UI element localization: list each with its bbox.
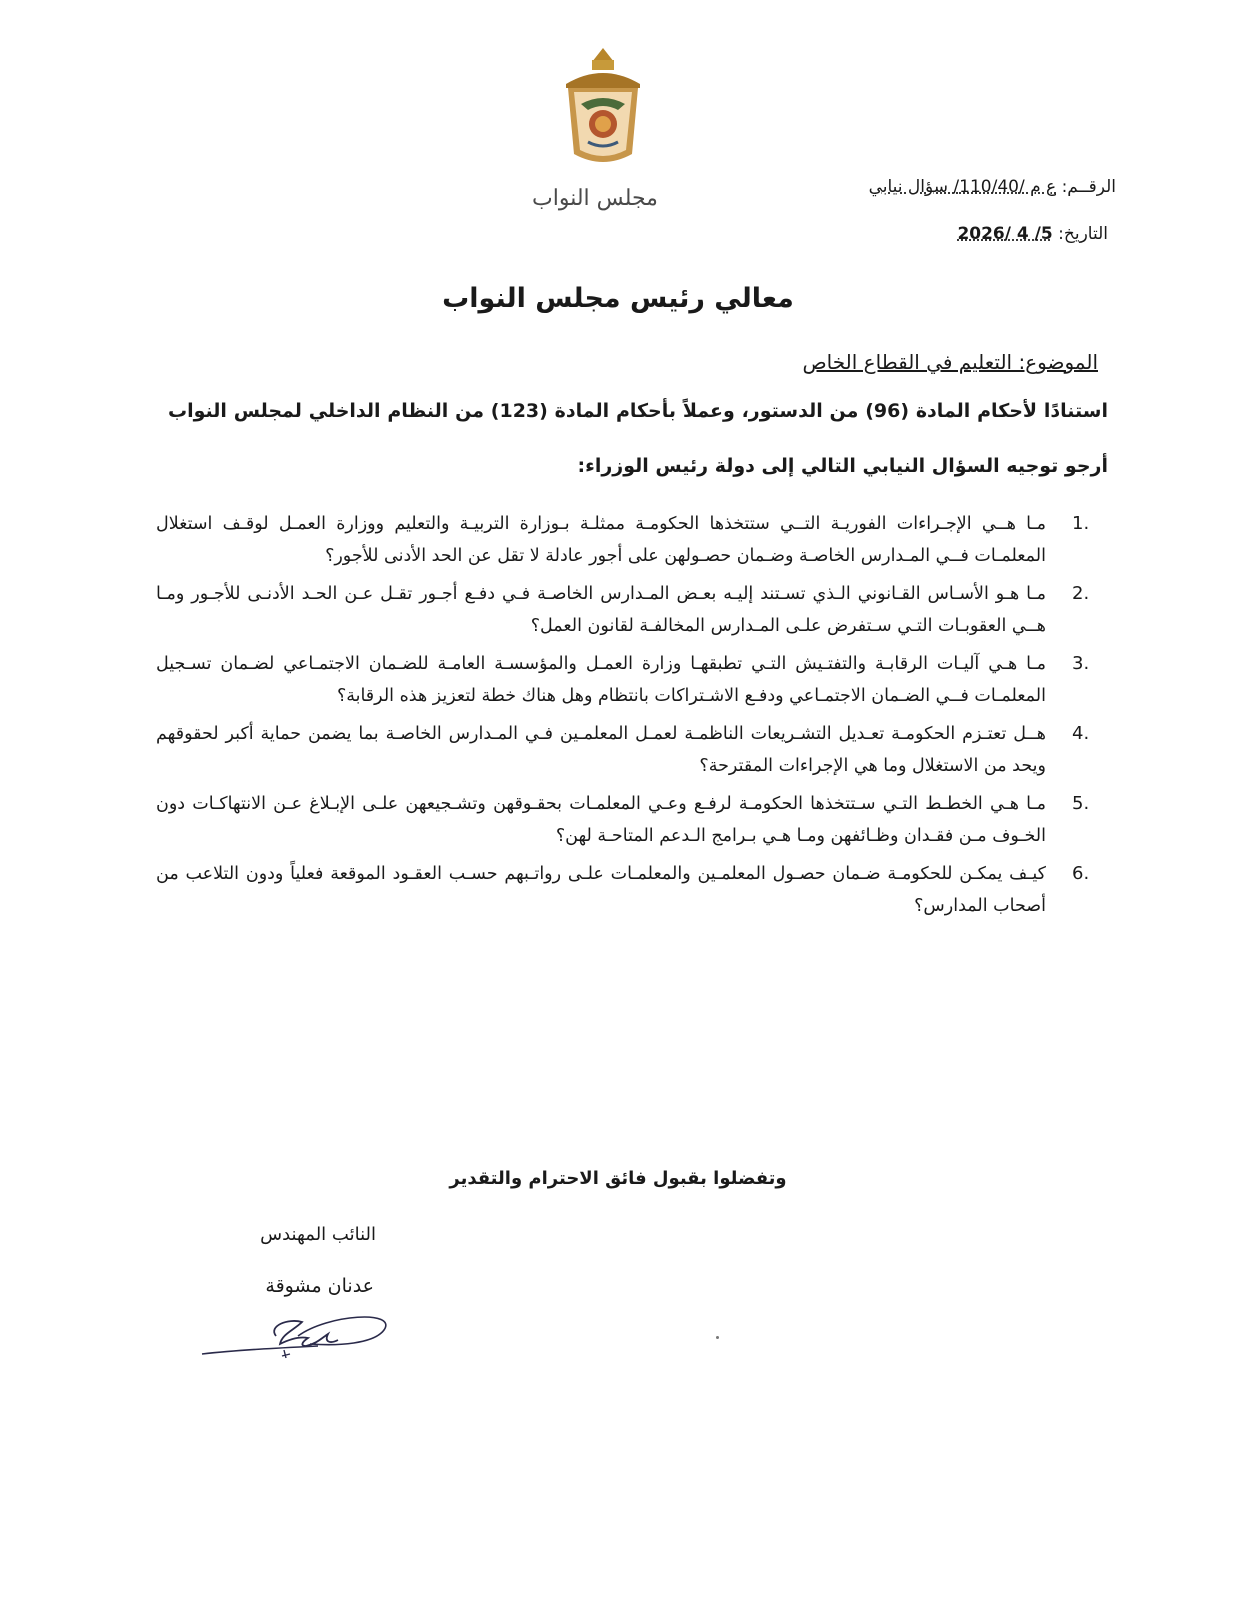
question-text: مـا هـي آليـات الرقابـة والتفتـيش التـي تطبقهـا وزارة العمـل والمؤسسـة العامـة للضـمان الاجتمـاعي لضـمان تسـجيل المعلمـات فــي الضـمان الاجتمـاعي ودفـع الاشـتراكات بانتظام وهل هناك خطة لتعزيز هذه الرقابة؟ (156, 654, 1046, 706)
signatory-title: النائب المهندس (260, 1224, 376, 1245)
handwritten-signature-icon (198, 1300, 408, 1370)
reference-number (869, 177, 1116, 197)
question-item (156, 648, 1108, 712)
question-text: مـا هـي الخطـط التـي سـتتخذها الحكومـة لرفـع وعـي المعلمـات بحقـوقهن وتشـجيعهن علـى الإبـلاغ عـن الانتهاكـات دون الخـوف مـن فقـدان وظـائفهن ومـا هـي بـرامج الـدعم المتاحـة لهن؟ (156, 794, 1046, 846)
scan-speck (716, 1336, 719, 1339)
letter-title: معالي رئيس مجلس النواب (442, 283, 794, 314)
question-number: 3. (1072, 653, 1090, 674)
date-label: التاريخ: (1058, 224, 1108, 244)
letter-intro: استنادًا لأحكام المادة (96) من الدستور، وعملاً بأحكام المادة (123) من النظام الداخلي لمجلس النواب (168, 400, 1108, 422)
question-item (156, 858, 1108, 922)
question-number: 5. (1072, 793, 1090, 814)
letter-request: أرجو توجيه السؤال النيابي التالي إلى دولة رئيس الوزراء: (577, 455, 1108, 477)
question-list (156, 508, 1108, 928)
emblem-caption: مجلس النواب (532, 186, 658, 211)
question-number: 6. (1072, 863, 1090, 884)
question-text: هــل تعتـزم الحكومـة تعـديل التشـريعات الناظمـة لعمـل المعلمـين فـي المـدارس الخاصـة بما يضمن حماية أكبر لحقوقهم ويحد من الاستغلال وما هي الإجراءات المقترحة؟ (156, 724, 1046, 776)
date-value: 5/ 4 /2026 (957, 224, 1053, 244)
letter-date (957, 224, 1108, 244)
reference-value: ع م /110/40/ سؤال نيابي (868, 177, 1057, 197)
question-number: 4. (1072, 723, 1090, 744)
question-text: كيـف يمكـن للحكومـة ضـمان حصـول المعلمـين والمعلمـات علـى رواتـبهم حسـب العقـود الموقعة فعلياً ودون التلاعب من أصحاب المدارس؟ (156, 864, 1046, 916)
reference-label: الرقــم: (1061, 177, 1116, 197)
question-item (156, 508, 1108, 572)
question-text: مـا هــي الإجـراءات الفوريـة التــي ستتخذها الحكومـة ممثلـة بـوزارة التربيـة والتعليم ووزارة العمـل لوقـف استغلال المعلمـات فــي المـدارس الخاصـة وضـمان حصـولهن على أجور عادلة لا تقل عن الحد الأدنى للأجور؟ (156, 514, 1046, 566)
question-item (156, 578, 1108, 642)
question-item (156, 788, 1108, 852)
jordan-coat-of-arms-icon (548, 44, 658, 174)
question-number: 2. (1072, 583, 1090, 604)
signatory-name: عدنان مشوقة (265, 1275, 374, 1297)
closing-line: وتفضلوا بقبول فائق الاحترام والتقدير (449, 1168, 787, 1189)
letter-subject: الموضوع: التعليم في القطاع الخاص (802, 350, 1098, 374)
question-item (156, 718, 1108, 782)
question-text: مـا هـو الأسـاس القـانوني الـذي تسـتند إليـه بعـض المـدارس الخاصـة فـي دفـع أجـور تقـل عـن الحـد الأدنـى للأجـور ومـا هــي العقوبـات التـي سـتفرض علـى المـدارس المخالفـة لقانون العمل؟ (156, 584, 1046, 636)
question-number: 1. (1072, 513, 1090, 534)
